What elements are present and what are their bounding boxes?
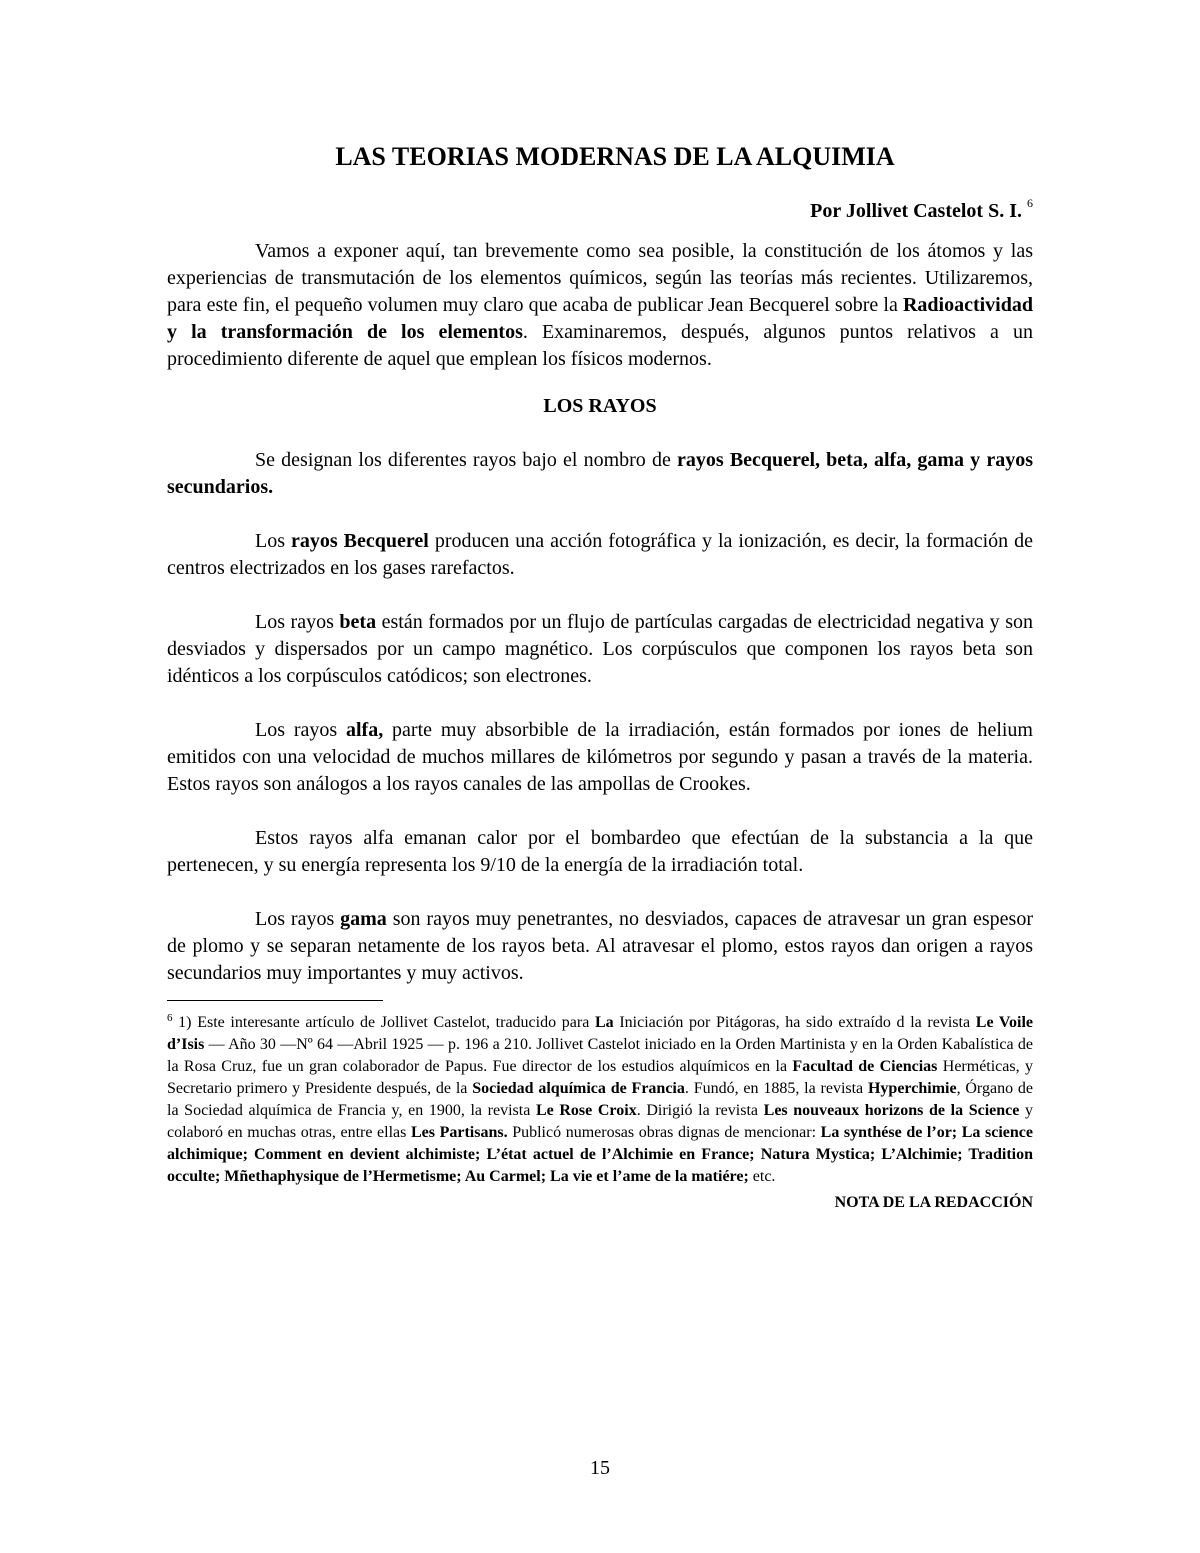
- text-run: etc.: [748, 1168, 776, 1185]
- rays-paragraph: [167, 906, 1033, 987]
- bold-text-run: Les Partisans.: [410, 1124, 508, 1141]
- text-run: . Examinaremos, después, algunos puntos relativos a un procedimiento diferente de aquel que emplean los físicos modernos.: [167, 321, 1033, 370]
- bold-text-run: Les nouveaux horizons de la Science: [763, 1102, 1020, 1119]
- page-content: [167, 140, 1033, 1214]
- bold-text-run: Hyperchimie: [867, 1080, 957, 1097]
- text-run: 1) Este interesante artículo de Jollivet Castelot, traducido para: [172, 1014, 595, 1031]
- text-run: Estos rayos alfa emanan calor por el bombardeo que efectúan de la substancia a la que pertenecen, y su energía representa los 9/10 de la energía de la irradiación total.: [167, 827, 1033, 876]
- rays-paragraph: [167, 717, 1033, 798]
- footnote: [167, 1007, 1033, 1188]
- page-number: 15: [590, 1457, 610, 1479]
- intro-paragraph: [167, 238, 1033, 373]
- text-run: Iniciación por Pitágoras, ha sido extraído d la revista: [613, 1014, 976, 1031]
- bold-text-run: gama: [340, 908, 387, 930]
- bold-text-run: Radioactividad y la transformación de los elementos: [167, 294, 1033, 343]
- article-title: LAS TEORIAS MODERNAS DE LA ALQUIMIA: [335, 142, 895, 171]
- footnote-marker: 6: [167, 1012, 173, 1024]
- text-run: Herméticas, y Secretario primero y Presidente después, de la: [167, 1058, 1033, 1097]
- bold-text-run: Le Voile d’Isis: [167, 1014, 1034, 1053]
- editorial-note: NOTA DE LA REDACCIÓN: [834, 1194, 1033, 1211]
- footnote-reference[interactable]: 6: [1027, 196, 1033, 210]
- bold-text-run: beta: [339, 611, 377, 633]
- author-name: Por Jollivet Castelot S. I.: [810, 200, 1022, 222]
- bold-text-run: Facultad de Ciencias: [792, 1058, 938, 1075]
- text-run: Los: [255, 530, 291, 552]
- bold-text-run: rayos Becquerel: [291, 530, 429, 552]
- rays-paragraph: [167, 528, 1033, 582]
- text-run: Los rayos: [255, 611, 340, 633]
- rays-paragraph: [167, 825, 1033, 879]
- text-run: . Fundó, en 1885, la revista: [684, 1080, 868, 1097]
- bold-text-run: rayos Becquerel, beta, alfa, gama y rayos secundarios.: [167, 449, 1034, 498]
- text-run: Vamos a exponer aquí, tan brevemente como sea posible, la constitución de los átomos y las experiencias de transmutación de los elementos químicos, según las teorías más recientes. Utilizaremos, para este fin, el pequeño volumen muy claro que acaba de publicar Jean Becquerel sobre la: [167, 240, 1033, 316]
- footnote-text: [167, 1014, 1033, 1185]
- text-run: Se designan los diferentes rayos bajo el nombro de: [255, 449, 678, 471]
- text-run: Los rayos: [255, 908, 341, 930]
- text-run: producen una acción fotográfica y la ionización, es decir, la formación de centros electrizados en los gases rarefactos.: [167, 530, 1034, 579]
- bold-text-run: alfa,: [346, 719, 384, 741]
- author-byline: [167, 190, 1033, 224]
- text-run: Los rayos: [255, 719, 346, 741]
- rays-paragraph: [167, 609, 1033, 690]
- text-run: . Dirigió la revista: [636, 1102, 764, 1119]
- text-run: y colaboró en muchas otras, entre ellas: [167, 1102, 1034, 1141]
- text-run: Publicó numerosas obras dignas de mencionar:: [507, 1124, 821, 1141]
- bold-text-run: La: [595, 1014, 614, 1031]
- text-run: parte muy absorbible de la irradiación, están formados por iones de helium emitidos con una velocidad de muchos millares de kilómetros por segundo y pasan a través de la materia. Estos rayos son análogos a los rayos canales de las ampollas de Crookes.: [167, 719, 1033, 795]
- bold-text-run: Le Rose Croix: [535, 1102, 637, 1119]
- bold-text-run: La synthése de l’or; La science alchimique; Comment en devient alchimiste; L’état actuel de l’Alchimie en France; Natura Mystica; L’Alchimie; Tradition occulte; Mñethaphysique de l’Hermetisme; Au Carmel; La vie et l’ame de la matiére;: [167, 1124, 1033, 1185]
- bold-text-run: Sociedad alquímica de Francia: [472, 1080, 685, 1097]
- rays-paragraph: [167, 447, 1033, 501]
- text-run: — Año 30 —Nº 64 —Abril 1925 — p. 196 a 210. Jollivet Castelot iniciado en la Orden Martinista y en la Orden Kabalística de la Rosa Cruz, fue un gran colaborador de Papus. Fue director de los estudios alquímicos en la: [167, 1036, 1033, 1075]
- text-run: , Órgano de la Sociedad alquímica de Francia y, en 1900, la revista: [167, 1080, 1033, 1119]
- text-run: son rayos muy penetrantes, no desviados, capaces de atravesar un gran espesor de plomo y se separan netamente de los rayos beta. Al atravesar el plomo, estos rayos dan origen a rayos secundarios muy importantes y muy activos.: [167, 908, 1033, 984]
- text-run: están formados por un flujo de partículas cargadas de electricidad negativa y son desviados y dispersados por un campo magnético. Los corpúsculos que componen los rayos beta son idénticos a los corpúsculos catódicos; son electrones.: [167, 611, 1034, 687]
- footnote-divider: [167, 1000, 383, 1001]
- section-heading: LOS RAYOS: [543, 395, 657, 417]
